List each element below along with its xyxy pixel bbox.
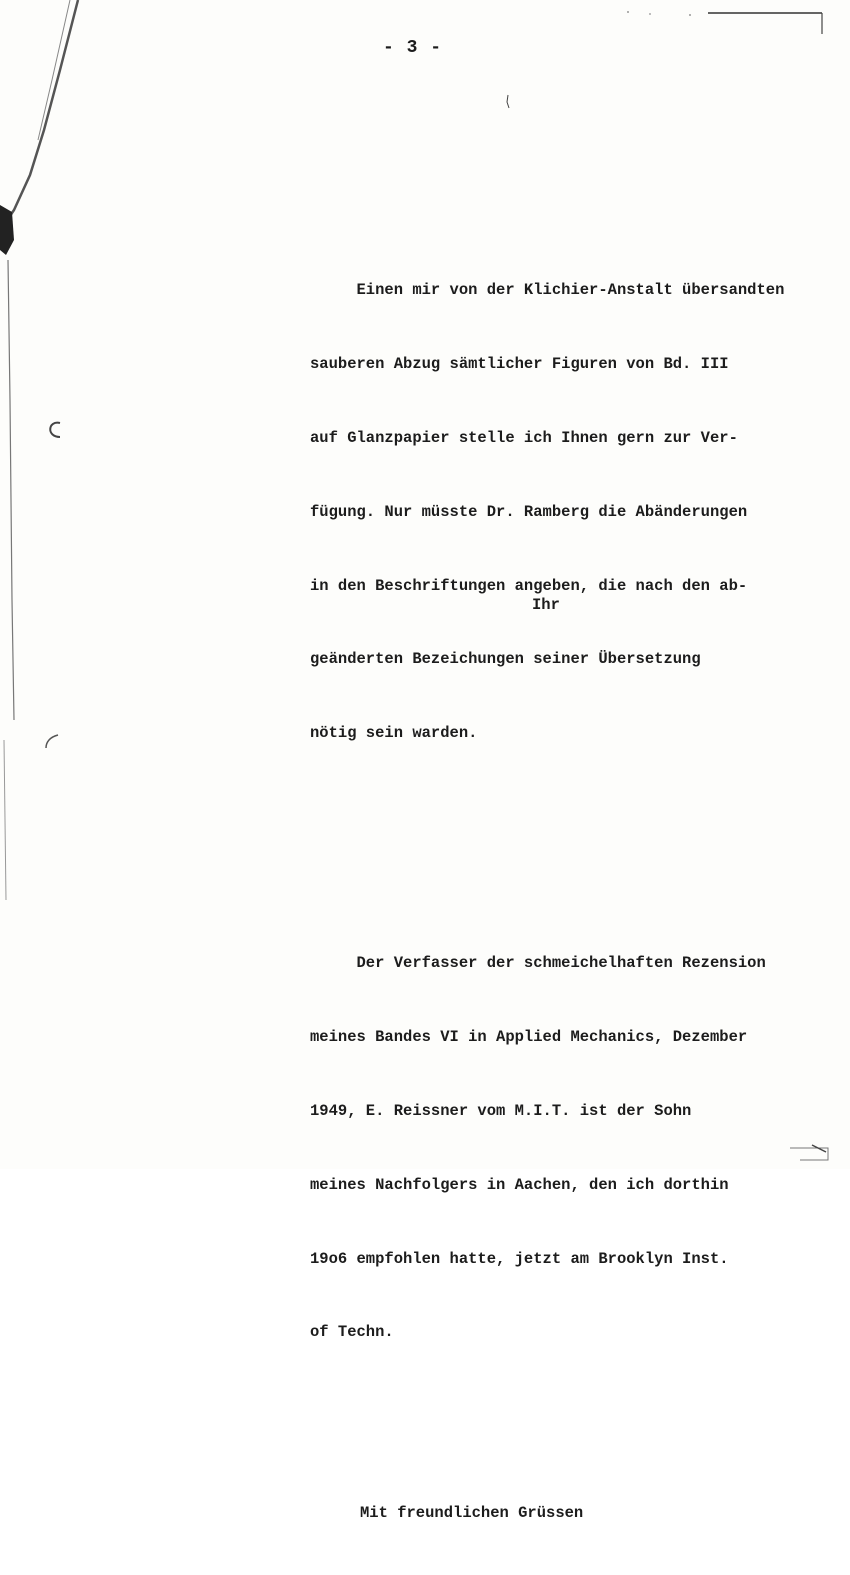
text-line: 1949, E. Reissner vom M.I.T. ist der Sohn [310, 1101, 692, 1120]
text-line: fügung. Nur müsste Dr. Ramberg die Abänderungen [310, 502, 748, 521]
text-line: sauberen Abzug sämtlicher Figuren von Bd. III [310, 355, 729, 374]
text-line: Der Verfasser der schmeichelhaften Rezension [310, 954, 766, 973]
text-line: in den Beschriftungen angeben, die nach den ab- [310, 576, 748, 595]
text-line: nötig sein warden. [310, 724, 478, 743]
paragraph-2 [310, 902, 840, 1394]
text-line: of Techn. [310, 1323, 394, 1342]
page-number: - 3 - [383, 38, 443, 58]
text-line: 19o6 empfohlen hatte, jetzt am Brooklyn Inst. [310, 1249, 729, 1268]
text-line: meines Bandes VI in Applied Mechanics, Dezember [310, 1028, 748, 1047]
text-line: meines Nachfolgers in Aachen, den ich dorthin [310, 1175, 729, 1194]
paragraph-gap [310, 1443, 840, 1452]
text-line: auf Glanzpapier stelle ich Ihnen gern zur Ver- [310, 428, 738, 447]
letter-body [310, 180, 840, 1575]
paragraph-gap [310, 844, 840, 853]
paragraph-1 [310, 229, 840, 795]
text-line: geänderten Bezeichungen seiner Übersetzung [310, 650, 701, 669]
closing-greeting: Mit freundlichen Grüssen [360, 1504, 584, 1523]
text-line: Einen mir von der Klichier-Anstalt übersandten [310, 281, 785, 300]
signature: Ihr [532, 596, 560, 614]
